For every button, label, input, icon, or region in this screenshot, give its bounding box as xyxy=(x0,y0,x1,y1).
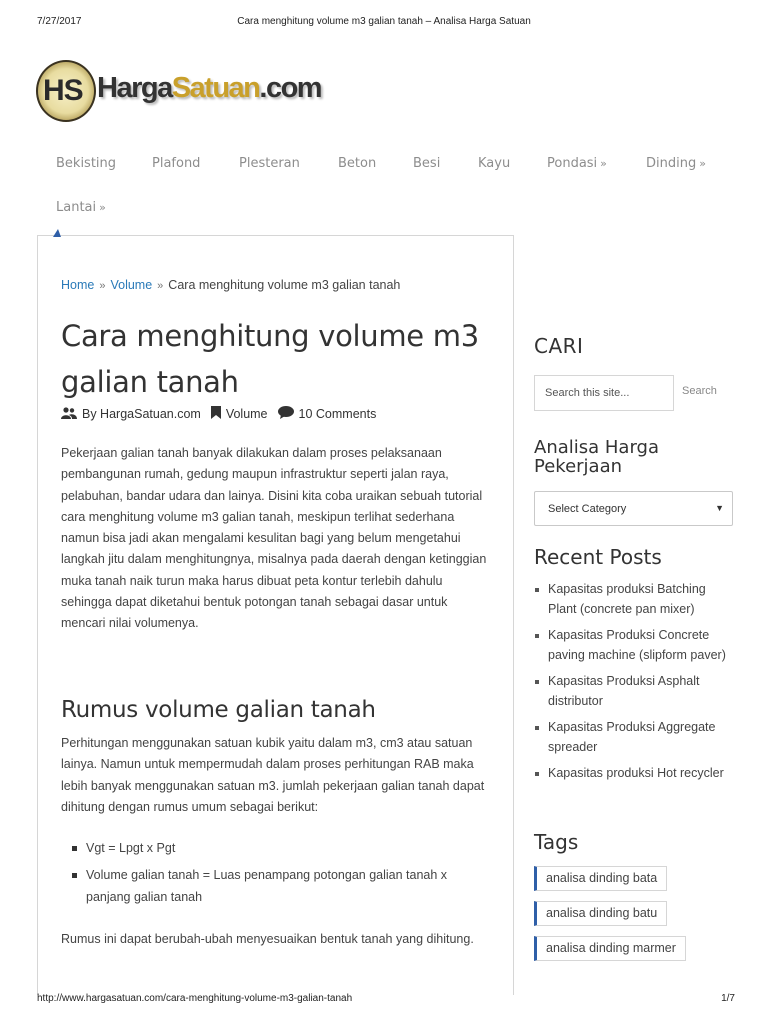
recent-post-link[interactable]: Kapasitas produksi Batching Plant (concrete pan mixer) xyxy=(534,580,734,619)
bookmark-icon xyxy=(211,406,221,422)
recent-posts-list xyxy=(534,580,734,791)
list-item: Volume galian tanah = Luas penampang potongan galian tanah x panjang galian tanah xyxy=(72,865,492,908)
post-title: Cara menghitung volume m3 galian tanah xyxy=(61,319,479,399)
print-title: Cara menghitung volume m3 galian tanah – Analisa Harga Satuan xyxy=(237,16,531,27)
comment-icon xyxy=(278,406,294,422)
search-input[interactable] xyxy=(534,375,674,411)
nav-item-dinding-label: Dinding xyxy=(646,156,697,171)
category-select[interactable] xyxy=(534,491,733,526)
nav-item-besi[interactable]: Besi xyxy=(413,156,441,171)
print-date: 7/27/2017 xyxy=(37,16,82,27)
sidebar-category-title: Analisa Harga Pekerjaan xyxy=(534,437,659,477)
post-author[interactable]: By HargaSatuan.com xyxy=(82,407,201,421)
logo-word-com: .com xyxy=(259,72,322,104)
category-select-value: Select Category xyxy=(548,503,627,515)
chevron-right-icon: » xyxy=(99,201,106,214)
chevron-right-icon: » xyxy=(699,157,706,170)
sidebar-tags-title: Tags xyxy=(534,830,579,854)
nav-row-1 xyxy=(56,150,746,194)
caret-down-icon: ▼ xyxy=(715,503,724,513)
print-url: http://www.hargasatuan.com/cara-menghitung-volume-m3-galian-tanah xyxy=(37,993,353,1004)
post-category[interactable]: Volume xyxy=(225,407,268,421)
nav-row-2 xyxy=(56,194,746,238)
breadcrumb-category[interactable]: Volume xyxy=(110,278,153,292)
print-page-number: 1/7 xyxy=(721,993,735,1004)
logo-word-satuan: Satuan xyxy=(171,72,260,104)
breadcrumb-separator-icon: » xyxy=(99,280,106,292)
post-paragraph-2: Perhitungan menggunakan satuan kubik yaitu dalam m3, cm3 atau satuan lainya. Namun untuk mempermudah dalam proses perhitungan RAB maka lebih banyak menggunakan satuan m3. jumlah pekerjaan galian tanah dapat dihitung dengan rumus umum sebagai berikut: xyxy=(61,736,485,814)
nav-item-lantai[interactable] xyxy=(56,200,106,215)
sidebar-search-title: CARI xyxy=(534,334,584,358)
logo-emblem-icon xyxy=(36,60,96,122)
post-meta xyxy=(61,406,386,422)
nav-item-dinding[interactable] xyxy=(646,156,706,171)
search-button[interactable]: Search xyxy=(682,385,717,397)
recent-post-link[interactable]: Kapasitas Produksi Concrete paving machine (slipform paver) xyxy=(534,626,734,665)
nav-item-beton[interactable]: Beton xyxy=(338,156,377,171)
recent-post-link[interactable]: Kapasitas produksi Hot recycler xyxy=(534,764,734,784)
post-comments[interactable]: 10 Comments xyxy=(298,407,377,421)
nav-item-kayu[interactable]: Kayu xyxy=(478,156,511,171)
tag-link[interactable]: analisa dinding bata xyxy=(534,866,667,891)
main-nav xyxy=(56,150,746,238)
users-icon xyxy=(61,407,77,422)
tag-link[interactable]: analisa dinding batu xyxy=(534,901,667,926)
formula-list xyxy=(72,838,492,914)
nav-item-lantai-label: Lantai xyxy=(56,200,97,215)
recent-post-link[interactable]: Kapasitas Produksi Aggregate spreader xyxy=(534,718,734,757)
post-intro-paragraph: Pekerjaan galian tanah banyak dilakukan dalam proses pelaksanaan pembangunan rumah, gedung maupun infrastruktur seperti jalan raya, pelabuhan, bandar udara dan lainya. Disini kita coba uraikan sebuah tutorial cara menghitung volume m3 galian tanah, meskipun terlihat sederhana namun bisa jadi akan mengalami kesulitan bagi yang belum mengetahui langkah jitu dalam menghitungnya, misalnya pada daerah dengan ketinggian muka tanah naik turun maka harus dibuat peta kontur terlebih dahulu sehingga dapat diketahui bentuk potongan tanah sebagai dasar untuk mencari nilai volumenya. xyxy=(61,446,487,631)
nav-item-pondasi-label: Pondasi xyxy=(547,156,598,171)
sidebar-recent-title: Recent Posts xyxy=(534,545,662,569)
logo-wordmark xyxy=(97,72,321,105)
tag-link[interactable]: analisa dinding marmer xyxy=(534,936,686,961)
nav-item-plafond[interactable]: Plafond xyxy=(152,156,201,171)
search-form xyxy=(534,375,734,411)
site-logo[interactable] xyxy=(36,60,322,124)
corner-accent xyxy=(53,229,61,237)
print-header xyxy=(0,16,768,32)
logo-emblem-text: HS xyxy=(43,74,83,107)
nav-item-bekisting[interactable]: Bekisting xyxy=(56,156,117,171)
breadcrumb-home[interactable]: Home xyxy=(61,278,95,292)
nav-item-plesteran[interactable]: Plesteran xyxy=(239,156,300,171)
section-heading: Rumus volume galian tanah xyxy=(61,697,376,723)
breadcrumb-separator-icon: » xyxy=(157,280,164,292)
list-item: Vgt = Lpgt x Pgt xyxy=(72,838,492,859)
recent-post-link[interactable]: Kapasitas Produksi Asphalt distributor xyxy=(534,672,734,711)
breadcrumb-current: Cara menghitung volume m3 galian tanah xyxy=(168,278,401,292)
post-paragraph-3: Rumus ini dapat berubah-ubah menyesuaikan bentuk tanah yang dihitung. xyxy=(61,932,474,946)
nav-item-pondasi[interactable] xyxy=(547,156,607,171)
logo-word-harga: Harga xyxy=(97,72,172,104)
chevron-right-icon: » xyxy=(600,157,607,170)
breadcrumb xyxy=(61,278,400,292)
